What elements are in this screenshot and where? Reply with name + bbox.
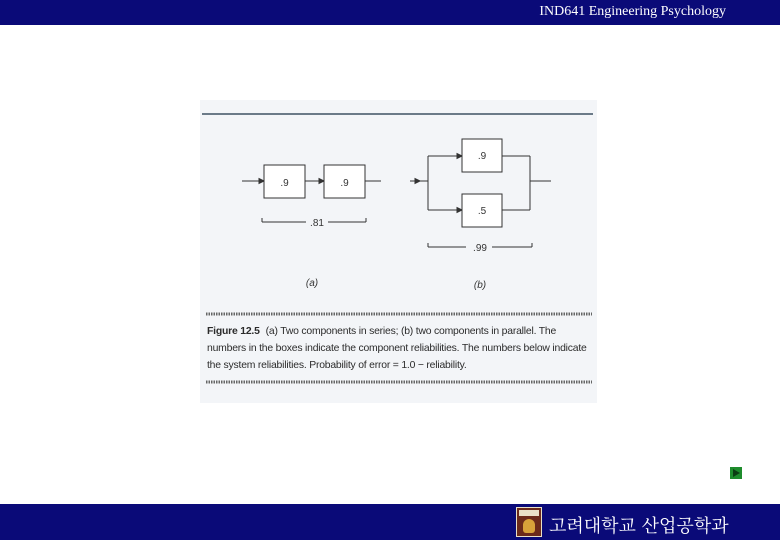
series-system-value: .81 (310, 218, 324, 229)
caption-text: (a) Two components in series; (b) two components in parallel. The numbers in the boxes indicate the component reliabilities. The numbers below indicate the system reliabilities. Probability of error = 1.0 − reliability. (207, 326, 587, 371)
logo-band (519, 510, 539, 516)
next-slide-arrow-icon (730, 467, 742, 479)
tiger-emblem-icon (523, 519, 535, 533)
university-logo (516, 507, 542, 537)
parallel-box1-value: .9 (477, 151, 487, 162)
header-title: IND641 Engineering Psychology (539, 4, 726, 19)
label-b: (b) (473, 280, 487, 291)
figure-caption (207, 323, 595, 374)
header-bar (0, 0, 780, 25)
caption-label: Figure 12.5 (207, 326, 260, 337)
series-diagram (242, 165, 381, 222)
label-a: (a) (305, 278, 319, 289)
series-box2-value: .9 (340, 178, 349, 189)
footer-org-name: 고려대학교 산업공학과 (549, 516, 729, 537)
next-slide-button[interactable] (730, 467, 742, 479)
series-box1-value: .9 (280, 178, 289, 189)
parallel-system-value: .99 (473, 243, 487, 254)
parallel-box2-value: .5 (477, 206, 487, 217)
